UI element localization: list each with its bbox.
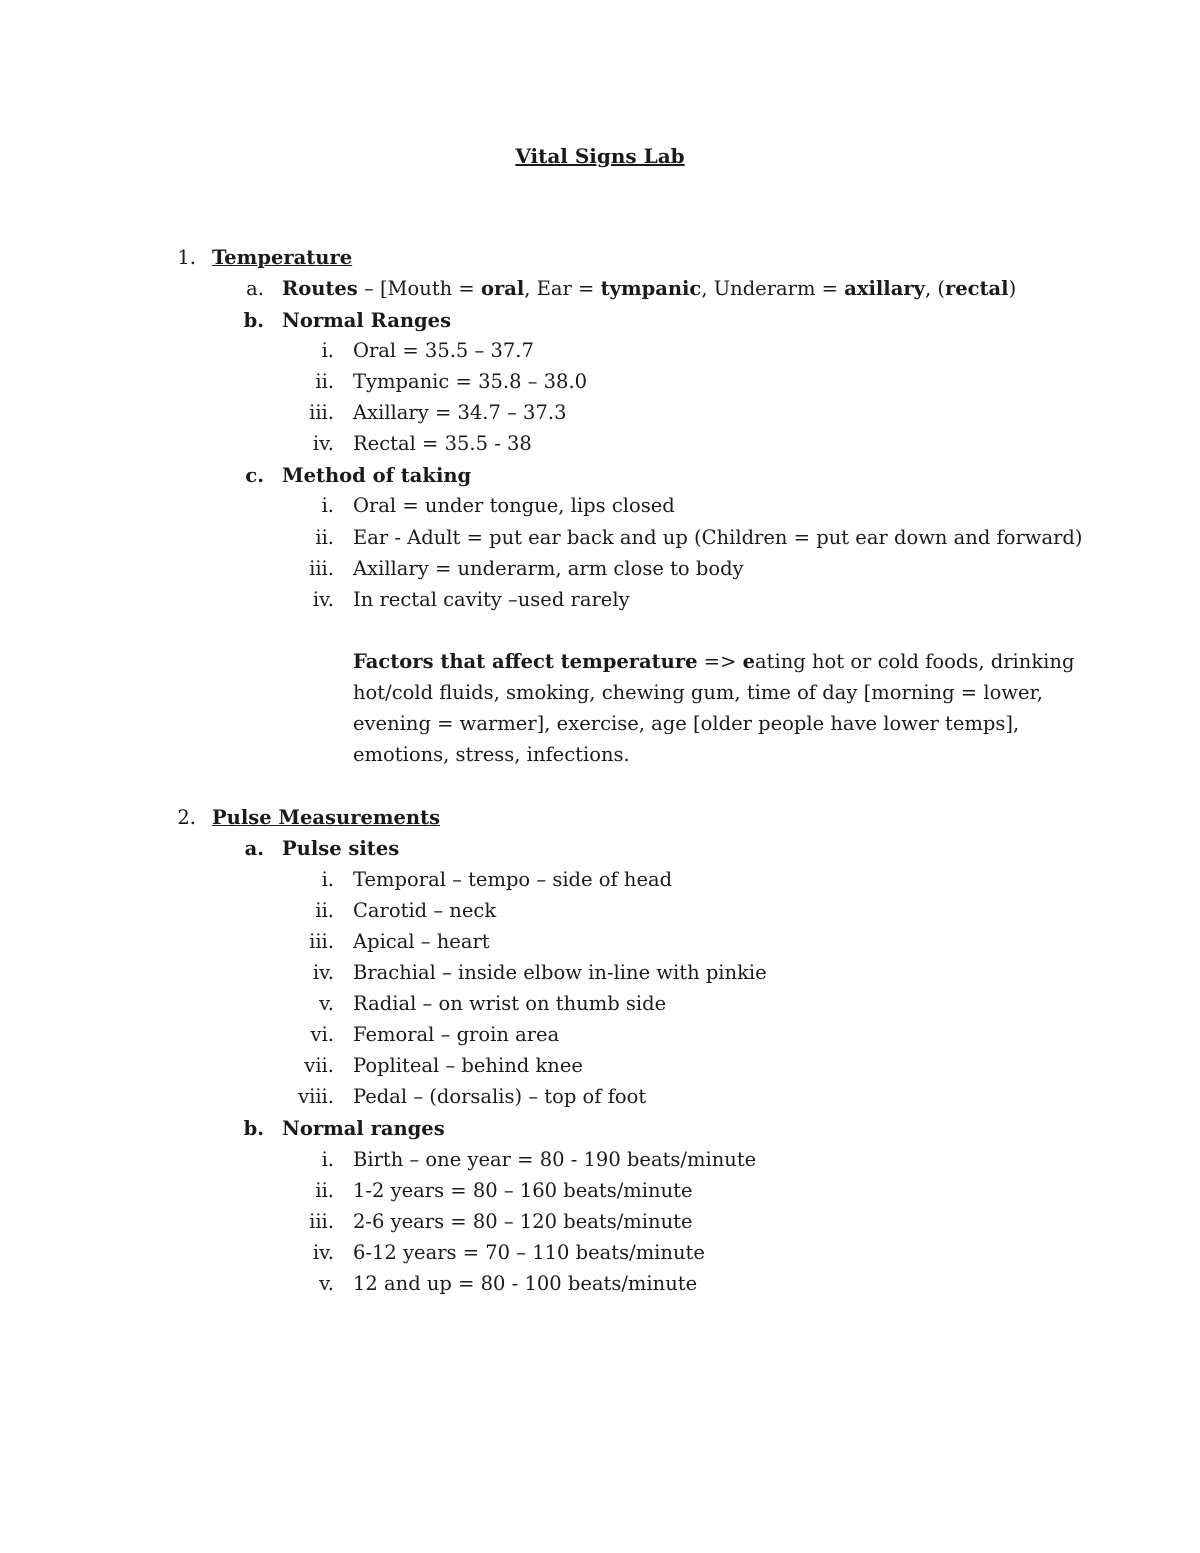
list-marker: v.: [319, 992, 334, 1015]
list-marker: i.: [321, 1148, 334, 1171]
list-item: Apical – heart: [353, 930, 490, 953]
subsection-marker: b.: [243, 309, 264, 332]
list-item: 2-6 years = 80 – 120 beats/minute: [353, 1210, 693, 1233]
list-marker: ii.: [315, 1179, 334, 1202]
list-marker: v.: [319, 1272, 334, 1295]
text-fragment: , (: [924, 277, 945, 300]
routes-line: [282, 279, 1016, 299]
factors-line-3: evening = warmer], exercise, age [older people have lower temps],: [353, 712, 1020, 735]
subsection-heading-normal-ranges-pulse: Normal ranges: [282, 1117, 445, 1140]
list-marker: iv.: [312, 588, 334, 611]
list-item: Radial – on wrist on thumb side: [353, 992, 667, 1015]
factors-line-1: [353, 652, 1074, 672]
list-item: Carotid – neck: [353, 899, 497, 922]
list-item: 12 and up = 80 - 100 beats/minute: [353, 1272, 698, 1295]
route-oral: oral: [480, 277, 525, 300]
list-marker: iii.: [309, 930, 334, 953]
text-fragment: – [Mouth =: [357, 277, 481, 300]
list-item: Oral = under tongue, lips closed: [353, 494, 675, 517]
section-heading-temperature: Temperature: [212, 246, 353, 269]
factors-initial: e: [742, 650, 756, 673]
text-fragment: , Ear =: [524, 277, 601, 300]
section-number: 1.: [177, 246, 196, 269]
list-marker: iv.: [312, 1241, 334, 1264]
section-heading-pulse: Pulse Measurements: [212, 806, 441, 829]
subsection-heading-method: Method of taking: [282, 464, 472, 487]
list-item: Pedal – (dorsalis) – top of foot: [353, 1085, 647, 1108]
subsection-heading-pulse-sites: Pulse sites: [282, 837, 400, 860]
factors-line-4: emotions, stress, infections.: [353, 743, 630, 766]
list-marker: iv.: [312, 961, 334, 984]
list-item: Temporal – tempo – side of head: [353, 868, 673, 891]
factors-label: Factors that affect temperature: [353, 650, 698, 673]
list-item: Oral = 35.5 – 37.7: [353, 339, 534, 362]
list-item: Popliteal – behind knee: [353, 1054, 583, 1077]
list-item: Rectal = 35.5 - 38: [353, 432, 532, 455]
list-marker: ii.: [315, 899, 334, 922]
list-item: Femoral – groin area: [353, 1023, 560, 1046]
section-number: 2.: [177, 806, 196, 829]
text-fragment: ): [1008, 277, 1017, 300]
list-marker: i.: [321, 339, 334, 362]
list-item: Birth – one year = 80 - 190 beats/minute: [353, 1148, 757, 1171]
factors-arrow: =>: [697, 650, 743, 673]
route-rectal: rectal: [944, 277, 1009, 300]
list-item: Brachial – inside elbow in-line with pinkie: [353, 961, 767, 984]
routes-label: Routes: [282, 277, 358, 300]
list-item: In rectal cavity –used rarely: [353, 588, 630, 611]
list-marker: vii.: [304, 1054, 334, 1077]
list-marker: vi.: [310, 1023, 334, 1046]
list-item: 1-2 years = 80 – 160 beats/minute: [353, 1179, 693, 1202]
list-marker: iii.: [309, 401, 334, 424]
route-axillary: axillary: [844, 277, 925, 300]
list-marker: iii.: [309, 557, 334, 580]
list-item: Axillary = 34.7 – 37.3: [353, 401, 567, 424]
subsection-marker: a.: [246, 277, 264, 300]
list-item: Tympanic = 35.8 – 38.0: [353, 370, 588, 393]
list-marker: iv.: [312, 432, 334, 455]
list-marker: i.: [321, 868, 334, 891]
page-title: Vital Signs Lab: [515, 144, 685, 168]
factors-text: ating hot or cold foods, drinking: [755, 650, 1075, 673]
subsection-marker: c.: [245, 464, 264, 487]
list-marker: iii.: [309, 1210, 334, 1233]
list-marker: viii.: [298, 1085, 334, 1108]
list-item: Ear - Adult = put ear back and up (Children = put ear down and forward): [353, 526, 1083, 549]
list-marker: i.: [321, 494, 334, 517]
subsection-marker: b.: [243, 1117, 264, 1140]
list-marker: ii.: [315, 526, 334, 549]
subsection-marker: a.: [244, 837, 264, 860]
text-fragment: , Underarm =: [701, 277, 845, 300]
subsection-heading-normal-ranges: Normal Ranges: [282, 309, 452, 332]
list-marker: ii.: [315, 370, 334, 393]
list-item: Axillary = underarm, arm close to body: [353, 557, 744, 580]
list-item: 6-12 years = 70 – 110 beats/minute: [353, 1241, 705, 1264]
factors-line-2: hot/cold fluids, smoking, chewing gum, time of day [morning = lower,: [353, 681, 1043, 704]
route-tympanic: tympanic: [600, 277, 702, 300]
